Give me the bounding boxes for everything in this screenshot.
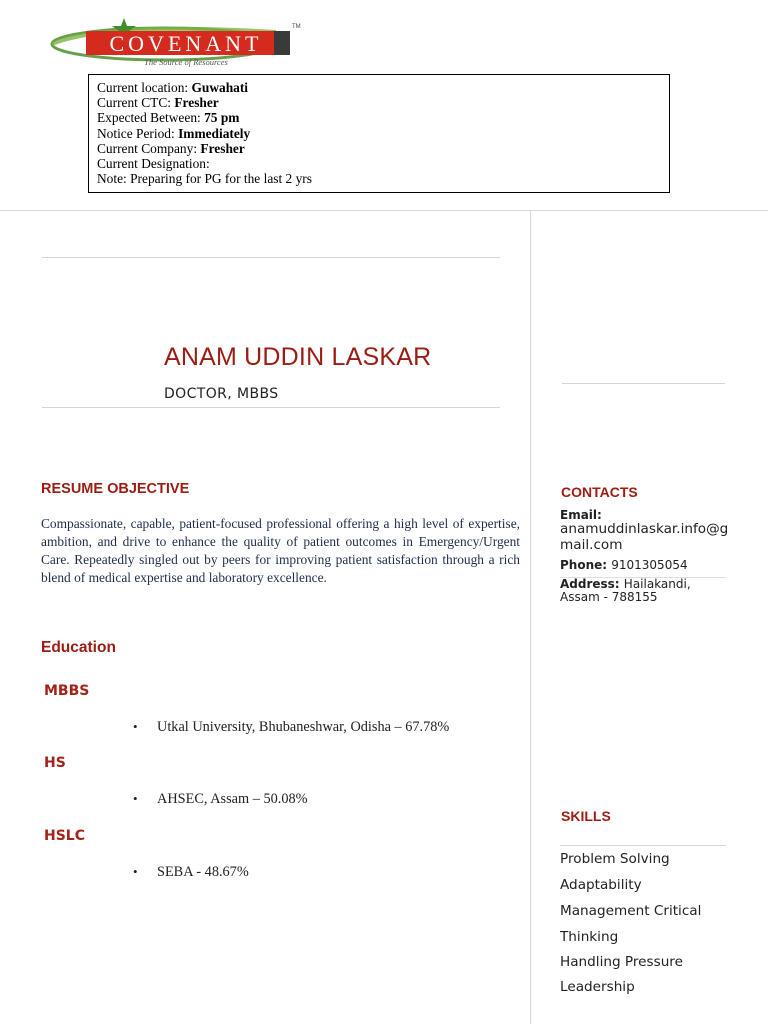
info-company: Current Company: Fresher (97, 140, 245, 156)
education-detail: Utkal University, Bhubaneshwar, Odisha – 67.78% (157, 719, 450, 735)
logo-brand-text: COVENANT (109, 31, 263, 56)
info-ctc: Current CTC: Fresher (97, 95, 219, 111)
phone-value[interactable]: 9101305054 (611, 558, 688, 572)
education-detail: AHSEC, Assam – 50.08% (157, 791, 308, 807)
phone-label: Phone: (560, 558, 612, 572)
bullet-icon: • (133, 719, 138, 734)
column-divider (530, 211, 531, 1024)
info-notice: Notice Period: Immediately (97, 125, 251, 141)
covenant-logo-graphic (46, 14, 308, 70)
degree-mbbs: MBBS (44, 683, 90, 699)
candidate-title: DOCTOR, MBBS (164, 386, 279, 402)
objective-heading: RESUME OBJECTIVE (41, 481, 190, 497)
list-item (133, 864, 249, 881)
skills-rule (560, 845, 726, 846)
sidebar-rule (562, 383, 725, 384)
skill-item: Adaptability (560, 877, 642, 893)
list-item (133, 791, 308, 808)
info-note: Note: Preparing for PG for the last 2 yrs (97, 171, 312, 187)
info-designation: Current Designation: (97, 156, 210, 172)
phone (560, 558, 688, 572)
notice-value: Immediately (178, 125, 251, 141)
company-logo (46, 14, 308, 70)
address-value: Hailakandi, Assam - 788155 (560, 577, 691, 604)
bullet-icon: • (133, 864, 138, 879)
email-value[interactable]: anamuddinlaskar.info@g mail.com (560, 521, 729, 553)
list-item (133, 719, 449, 736)
company-value: Fresher (200, 140, 245, 156)
skill-item: Leadership (560, 979, 635, 995)
skill-item: Handling Pressure (560, 954, 683, 970)
skill-item: Thinking (560, 929, 619, 945)
education-detail: SEBA - 48.67% (157, 864, 249, 880)
logo-tagline: The Source of Resources (144, 57, 228, 67)
candidate-info-box (88, 74, 670, 193)
degree-hslc: HSLC (44, 828, 85, 844)
objective-text: Compassionate, capable, patient-focused professional offering a high level of expertise, ambition, and drive to enhance the quality of patient outcomes in Emergency/Urgent Care. Repeatedly singled out by peers for improving patient satisfaction through a rich blend of medical expertise and laboratory excellence. (41, 516, 520, 585)
ctc-value: Fresher (174, 95, 219, 111)
candidate-name: ANAM UDDIN LASKAR (164, 343, 432, 371)
header-divider (0, 210, 768, 211)
degree-hs: HS (44, 755, 66, 771)
skill-item: Management Critical (560, 903, 702, 919)
address (560, 578, 730, 604)
logo-tm: TM (292, 24, 301, 30)
email-label: Email: (560, 508, 602, 522)
location-value: Guwahati (191, 80, 249, 95)
address-label: Address: (560, 577, 624, 591)
top-rule (42, 257, 500, 258)
education-heading: Education (41, 639, 116, 656)
expected-value: 75 pm (204, 110, 240, 126)
skills-heading: SKILLS (561, 808, 611, 824)
name-rule (42, 407, 500, 408)
info-expected: Expected Between: 75 pm (97, 110, 240, 126)
contacts-heading: CONTACTS (561, 484, 638, 500)
info-location: Current location: Guwahati (97, 80, 249, 95)
bullet-icon: • (133, 791, 138, 806)
skill-item: Problem Solving (560, 851, 670, 867)
